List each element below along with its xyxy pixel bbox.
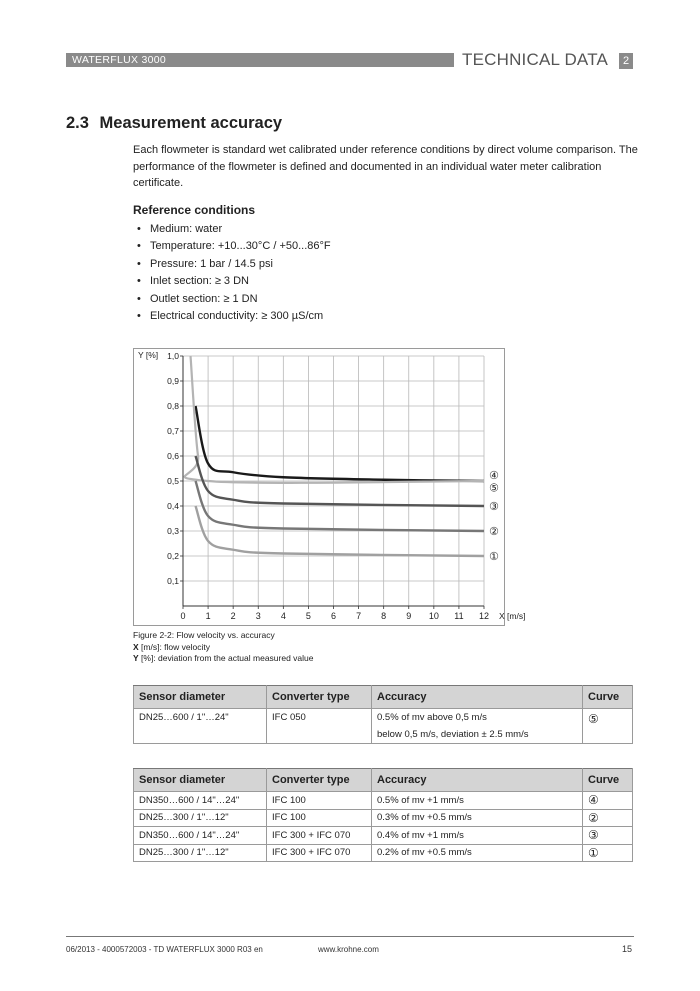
accuracy-chart-svg: [134, 349, 526, 627]
cell-accuracy: 0.5% of mv +1 mm/s: [372, 792, 583, 810]
col-curve: Curve: [583, 686, 633, 709]
figure-title: Figure 2-2: Flow velocity vs. accuracy: [133, 630, 275, 640]
x-tick-label: 1: [205, 611, 211, 621]
x-tick-label: 10: [428, 611, 439, 621]
col-sensor-diameter: Sensor diameter: [134, 769, 267, 792]
table-header-row: [134, 686, 633, 709]
y-tick-label: 0,9: [167, 376, 179, 386]
list-item: • Temperature: +10...30°C / +50...86°F: [137, 240, 331, 253]
reference-conditions-heading: Reference conditions: [133, 203, 256, 217]
x-tick-label: 6: [330, 611, 337, 621]
list-item: • Pressure: 1 bar / 14.5 psi: [137, 257, 273, 270]
cell-converter: IFC 300 + IFC 070: [267, 827, 372, 845]
cell-curve: ③: [583, 827, 633, 845]
series-curve: [185, 356, 484, 483]
list-item: • Electrical conductivity: ≥ 300 µS/cm: [137, 309, 324, 322]
x-tick-label: 2: [230, 611, 236, 621]
cell-accuracy: 0.5% of mv above 0,5 m/s: [372, 709, 583, 727]
cell-curve: ⑤: [583, 709, 633, 744]
cell-curve: ④: [583, 792, 633, 810]
y-tick-label: 0,3: [167, 526, 179, 536]
table-row: [134, 827, 633, 845]
y-axis-label: Y [%]: [138, 350, 159, 360]
series-curve: [196, 406, 484, 481]
cell-converter: IFC 100: [267, 792, 372, 810]
y-tick-label: 0,1: [167, 576, 179, 586]
y-tick-label: 0,6: [167, 451, 179, 461]
section-title: TECHNICAL DATA: [462, 50, 609, 69]
cell-converter: IFC 300 + IFC 070: [267, 844, 372, 862]
series-label: ①: [489, 550, 499, 563]
col-converter-type: Converter type: [267, 769, 372, 792]
y-tick-label: 0,5: [167, 476, 179, 486]
col-curve: Curve: [583, 769, 633, 792]
x-tick-label: 12: [478, 611, 490, 621]
list-item: • Inlet section: ≥ 3 DN: [137, 275, 249, 288]
y-tick-label: 0,2: [167, 551, 179, 561]
reference-conditions-list: [137, 221, 331, 325]
page-number: 15: [622, 944, 633, 954]
col-accuracy: Accuracy: [372, 769, 583, 792]
cell-converter: IFC 100: [267, 809, 372, 827]
cell-curve: ②: [583, 809, 633, 827]
list-item: • Medium: water: [137, 223, 223, 235]
col-sensor-diameter: Sensor diameter: [134, 686, 267, 709]
y-tick-label: 0,8: [167, 401, 179, 411]
accuracy-table-ifc100-ifc300: [133, 768, 633, 862]
cell-sensor: DN25…600 / 1"…24": [134, 709, 267, 744]
y-tick-label: 0,4: [167, 501, 179, 511]
cell-sensor: DN350…600 / 14"…24": [134, 792, 267, 810]
x-legend: X [m/s]: flow velocity: [133, 641, 210, 652]
cell-accuracy: 0.2% of mv +0.5 mm/s: [372, 844, 583, 862]
section-heading: [66, 113, 282, 133]
heading-title: Measurement accuracy: [99, 114, 283, 132]
accuracy-table-ifc050: [133, 685, 633, 744]
website-link[interactable]: www.krohne.com: [318, 945, 379, 954]
intro-paragraph: Each flowmeter is standard wet calibrated under reference conditions by direct volume comparison. The performance of the flowmeter is defined and documented in an individual water meter calibration certificate.: [133, 144, 638, 189]
table-row: [134, 809, 633, 827]
document-reference: 06/2013 - 4000572003 - TD WATERFLUX 3000 R03 en: [66, 945, 263, 954]
cell-sensor: DN25…300 / 1"…12": [134, 844, 267, 862]
footer-divider: [66, 936, 634, 937]
cell-curve: ①: [583, 844, 633, 862]
heading-number: 2.3: [66, 114, 89, 132]
list-item: • Outlet section: ≥ 1 DN: [137, 292, 258, 305]
figure-caption: [133, 630, 314, 665]
table-row: [134, 792, 633, 810]
x-tick-label: 5: [305, 611, 311, 621]
cell-converter: IFC 050: [267, 709, 372, 744]
table-row: [134, 709, 633, 727]
col-accuracy: Accuracy: [372, 686, 583, 709]
y-tick-label: 1,0: [167, 351, 179, 361]
series-label: ④: [489, 468, 499, 482]
x-tick-label: 11: [454, 611, 464, 621]
x-tick-label: 3: [255, 611, 261, 621]
product-name: WATERFLUX 3000: [72, 54, 167, 66]
accuracy-chart: [133, 348, 526, 626]
x-tick-label: 4: [280, 611, 286, 621]
cell-accuracy: below 0,5 m/s, deviation ± 2.5 mm/s: [372, 726, 583, 744]
cell-accuracy: 0.4% of mv +1 mm/s: [372, 827, 583, 845]
table-header-row: [134, 769, 633, 792]
x-tick-label: 0: [180, 611, 186, 621]
col-converter-type: Converter type: [267, 686, 372, 709]
x-tick-label: 8: [381, 611, 387, 621]
table-row: [134, 844, 633, 862]
y-tick-label: 0,7: [167, 426, 179, 436]
y-legend: Y [%]: deviation from the actual measured value: [133, 653, 314, 663]
x-axis-label: X [m/s]: [499, 611, 526, 621]
x-tick-label: 7: [356, 611, 362, 621]
cell-sensor: DN25…300 / 1"…12": [134, 809, 267, 827]
series-label: ②: [489, 525, 499, 538]
cell-sensor: DN350…600 / 14"…24": [134, 827, 267, 845]
series-label: ⑤: [489, 481, 499, 495]
cell-accuracy: 0.3% of mv +0.5 mm/s: [372, 809, 583, 827]
x-tick-label: 9: [406, 611, 412, 621]
section-number-badge: 2: [619, 53, 633, 69]
series-label: ③: [489, 500, 499, 513]
